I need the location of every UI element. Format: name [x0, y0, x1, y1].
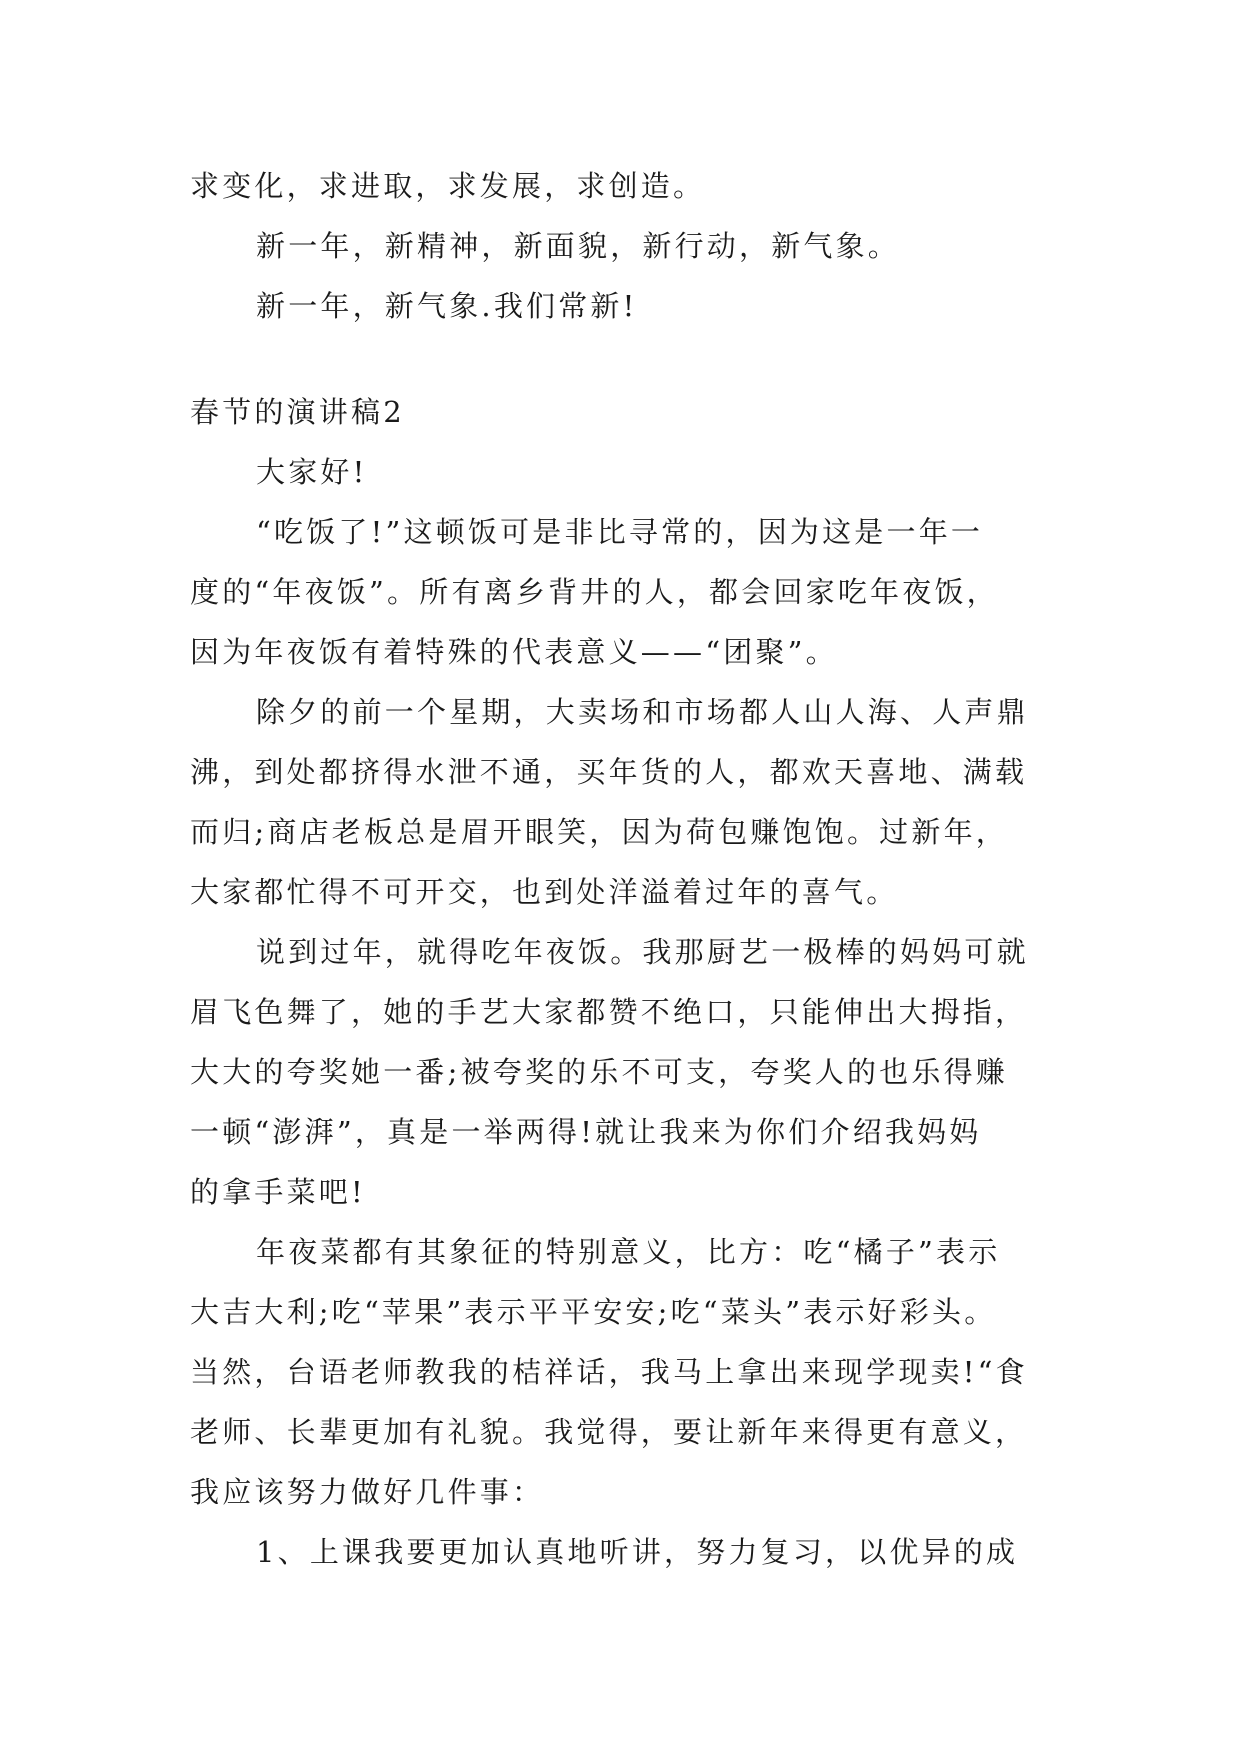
paragraph [190, 1222, 1060, 1522]
text-line: 的拿手菜吧! [190, 1175, 366, 1209]
text-line: 而归;商店老板总是眉开眼笑，因为荷包赚饱饱。过新年， [190, 815, 1008, 849]
text-line: 一顿“澎湃”，真是一举两得!就让我来为你们介绍我妈妈 [190, 1115, 982, 1149]
text-line: 大吉大利;吃“苹果”表示平平安安;吃“菜头”表示好彩头。 [190, 1295, 997, 1329]
text-line: “吃饭了!”这顿饭可是非比寻常的，因为这是一年一 [256, 515, 984, 549]
text-line: 除夕的前一个星期，大卖场和市场都人山人海、人声鼎 [256, 695, 1029, 729]
text-line: 我应该努力做好几件事： [190, 1475, 545, 1509]
text-line: 新一年，新气象.我们常新! [256, 289, 638, 323]
section-title: 春节的演讲稿2 [190, 395, 405, 429]
greeting: 大家好! [256, 455, 368, 489]
paragraph [190, 922, 1060, 1222]
text-line: 度的“年夜饭”。所有离乡背井的人，都会回家吃年夜饭， [190, 575, 999, 609]
text-line: 当然，台语老师教我的桔祥话，我马上拿出来现学现卖!“食 [190, 1355, 1028, 1389]
document-body [190, 156, 1060, 1582]
text-line: 说到过年，就得吃年夜饭。我那厨艺一极棒的妈妈可就 [256, 935, 1029, 969]
text-line: 沸，到处都挤得水泄不通，买年货的人，都欢天喜地、满载 [190, 755, 1028, 789]
paragraph [190, 1522, 1060, 1582]
paragraph [190, 502, 1060, 682]
section-gap [190, 336, 1060, 382]
text-line: 大大的夸奖她一番;被夸奖的乐不可支，夸奖人的也乐得赚 [190, 1055, 1008, 1089]
text-line: 新一年，新精神，新面貌，新行动，新气象。 [256, 229, 901, 263]
text-line: 因为年夜饭有着特殊的代表意义——“团聚”。 [190, 635, 838, 669]
text-line: 年夜菜都有其象征的特别意义，比方：吃“橘子”表示 [256, 1235, 1001, 1269]
text-line: 老师、长辈更加有礼貌。我觉得，要让新年来得更有意义， [190, 1415, 1028, 1449]
text-line: 大家都忙得不可开交，也到处洋溢着过年的喜气。 [190, 875, 899, 909]
text-line: 求变化，求进取，求发展，求创造。 [190, 169, 706, 203]
paragraph [190, 682, 1060, 922]
text-line: 1、上课我要更加认真地听讲，努力复习，以优异的成 [256, 1535, 1019, 1569]
text-line: 眉飞色舞了，她的手艺大家都赞不绝口，只能伸出大拇指， [190, 995, 1028, 1029]
